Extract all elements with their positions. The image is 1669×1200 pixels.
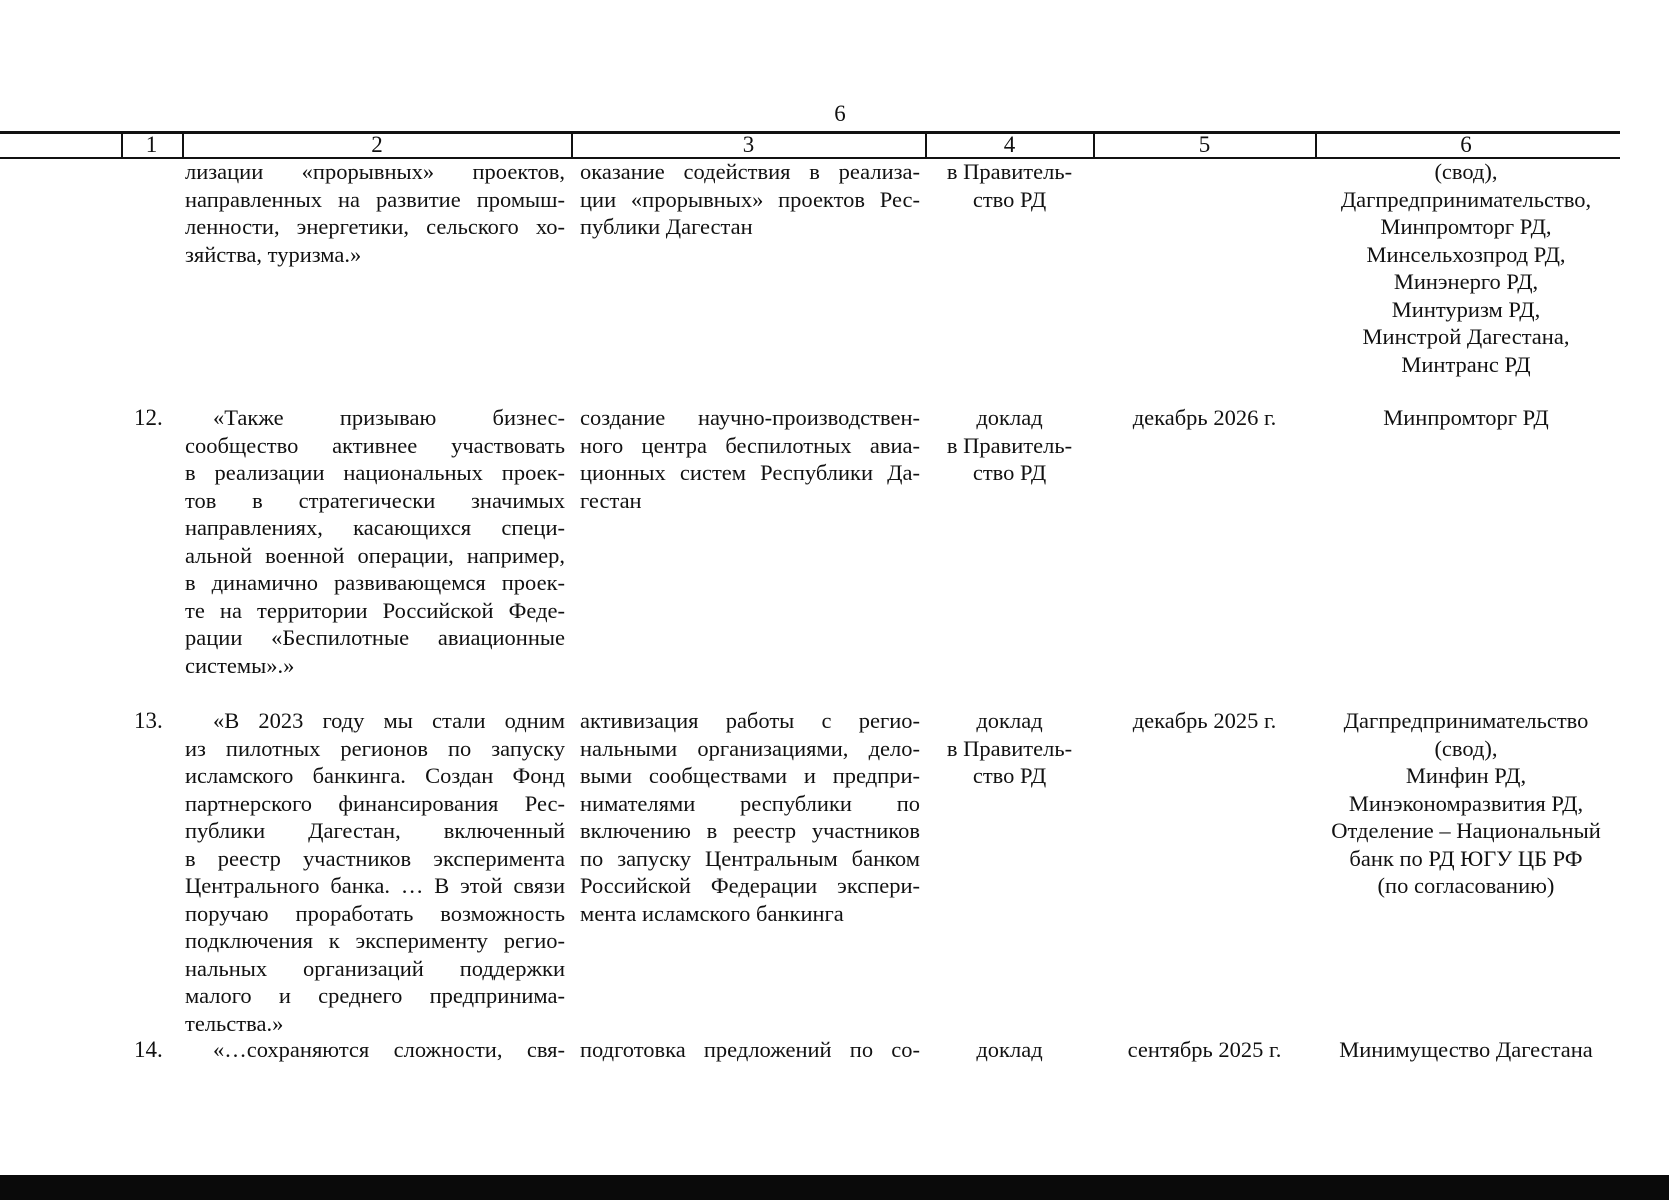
action-cell bbox=[580, 404, 920, 514]
quote-line: подключения к эксперименту регио- bbox=[185, 928, 565, 953]
executor-line: Дагпредпринимательство bbox=[1343, 708, 1589, 733]
quote-line: сообщество активнее участвовать bbox=[185, 432, 565, 458]
row-number: 14. bbox=[134, 1037, 163, 1062]
deadline-cell: декабрь 2026 г. bbox=[1132, 405, 1277, 430]
deadline-cell: сентябрь 2025 г. bbox=[1127, 1037, 1282, 1062]
report-cell bbox=[926, 707, 1093, 790]
report-line: в Правитель- bbox=[946, 432, 1073, 458]
quote-cell bbox=[185, 707, 565, 1037]
quote-cell bbox=[185, 1036, 565, 1064]
report-line: ство РД bbox=[972, 186, 1047, 212]
action-line: мента исламского банкинга bbox=[580, 900, 844, 926]
quote-line: публики Дагестан, включенный bbox=[185, 818, 565, 843]
quote-line: рации «Беспилотные авиационные bbox=[185, 625, 565, 650]
action-line: создание научно-производствен- bbox=[580, 405, 920, 430]
action-line: подготовка предложений по со- bbox=[580, 1037, 920, 1062]
quote-line: в динамично развивающемся проек- bbox=[185, 570, 565, 595]
quote-line: тельства.» bbox=[185, 1010, 284, 1036]
report-line: в Правитель- bbox=[946, 159, 1073, 184]
quote-line: системы».» bbox=[185, 652, 295, 678]
executor-line: Минфин РД, bbox=[1405, 763, 1527, 788]
report-line: доклад bbox=[976, 405, 1043, 430]
executors-cell bbox=[1316, 404, 1616, 432]
action-line: Российской Федерации экспери- bbox=[580, 873, 920, 898]
quote-line: альной военной операции, например, bbox=[185, 542, 565, 568]
quote-line: ленности, энергетики, сельского хо- bbox=[185, 214, 565, 239]
scan-edge-bar bbox=[0, 1175, 1669, 1200]
report-cell bbox=[926, 1036, 1093, 1064]
executors-cell bbox=[1316, 1036, 1616, 1064]
report-cell bbox=[926, 404, 1093, 487]
quote-line: тов в стратегически значимых bbox=[185, 487, 565, 513]
action-line: оказание содействия в реализа- bbox=[580, 159, 920, 184]
executors-cell bbox=[1316, 707, 1616, 900]
quote-line: партнерского финансирования Рес- bbox=[185, 790, 565, 816]
report-line: доклад bbox=[976, 708, 1043, 733]
header-cell-5: 5 bbox=[1198, 132, 1211, 157]
quote-line: в реализации национальных проек- bbox=[185, 460, 565, 485]
quote-line: нальных организаций поддержки bbox=[185, 955, 565, 981]
action-line: нимателями республики по bbox=[580, 790, 920, 816]
executor-line: (свод), bbox=[1434, 159, 1498, 184]
quote-line: те на территории Российской Феде- bbox=[185, 597, 565, 623]
quote-cell bbox=[185, 158, 565, 268]
quote-cell bbox=[185, 404, 565, 679]
action-line: ного центра беспилотных авиа- bbox=[580, 432, 920, 458]
report-line: ство РД bbox=[972, 763, 1047, 788]
action-line: гестан bbox=[580, 487, 642, 513]
action-line: включению в реестр участников bbox=[580, 818, 920, 843]
quote-line: зяйства, туризма.» bbox=[185, 241, 362, 267]
quote-line: «В 2023 году мы стали одним bbox=[213, 708, 565, 733]
executor-line: Минтранс РД bbox=[1401, 351, 1531, 377]
executor-line: Минстрой Дагестана, bbox=[1362, 324, 1570, 349]
quote-line: поручаю проработать возможность bbox=[185, 900, 565, 926]
quote-line: направлениях, касающихся специ- bbox=[185, 515, 565, 540]
deadline-cell: декабрь 2025 г. bbox=[1132, 708, 1277, 733]
quote-line: «Также призываю бизнес- bbox=[213, 405, 565, 430]
action-cell bbox=[580, 158, 920, 241]
action-line: по запуску Центральным банком bbox=[580, 845, 920, 871]
action-cell bbox=[580, 707, 920, 927]
quote-line: направленных на развитие промыш- bbox=[185, 186, 565, 212]
executor-line: Минсельхозпрод РД, bbox=[1366, 241, 1566, 267]
executor-line: Дагпредпринимательство, bbox=[1340, 186, 1592, 212]
action-line: ционных систем Республики Да- bbox=[580, 460, 920, 485]
executor-line: банк по РД ЮГУ ЦБ РФ bbox=[1349, 845, 1583, 871]
quote-line: исламского банкинга. Создан Фонд bbox=[185, 763, 565, 788]
quote-line: малого и среднего предпринима- bbox=[185, 983, 565, 1008]
quote-line: в реестр участников эксперимента bbox=[185, 845, 565, 871]
quote-line: «…сохраняются сложности, свя- bbox=[213, 1037, 565, 1062]
action-line: активизация работы с регио- bbox=[580, 708, 920, 733]
header-cell-4: 4 bbox=[1003, 132, 1016, 157]
executor-line: Минимущество Дагестана bbox=[1339, 1037, 1593, 1062]
executor-line: Минпромторг РД bbox=[1383, 405, 1549, 430]
executor-line: Минпромторг РД, bbox=[1380, 214, 1552, 239]
action-line: нальными организациями, дело- bbox=[580, 735, 920, 761]
executor-line: (свод), bbox=[1434, 735, 1498, 761]
executor-line: Минэкономразвития РД, bbox=[1348, 790, 1584, 816]
report-cell bbox=[926, 158, 1093, 213]
header-cell-6: 6 bbox=[1460, 132, 1472, 157]
action-cell bbox=[580, 1036, 920, 1064]
row-number: 13. bbox=[134, 708, 163, 733]
quote-line: из пилотных регионов по запуску bbox=[185, 735, 565, 761]
header-cell-2: 2 bbox=[371, 132, 383, 157]
report-line: в Правитель- bbox=[946, 735, 1073, 761]
action-line: публики Дагестан bbox=[580, 214, 753, 239]
quote-line: Центрального банка. … В этой связи bbox=[185, 873, 565, 898]
row-number: 12. bbox=[134, 405, 163, 430]
report-line: доклад bbox=[976, 1037, 1043, 1062]
executor-line: Минэнерго РД, bbox=[1393, 269, 1539, 294]
report-line: ство РД bbox=[972, 460, 1047, 485]
executor-line: (по согласованию) bbox=[1377, 873, 1555, 898]
header-cell-3: 3 bbox=[742, 132, 755, 157]
header-cell-1: 1 bbox=[145, 132, 158, 157]
executors-cell bbox=[1316, 158, 1616, 378]
page-number: 6 bbox=[834, 101, 846, 126]
quote-line: лизации «прорывных» проектов, bbox=[185, 159, 565, 184]
action-line: ции «прорывных» проектов Рес- bbox=[580, 186, 920, 212]
executor-line: Отделение – Национальный bbox=[1331, 818, 1601, 843]
action-line: выми сообществами и предпри- bbox=[580, 763, 920, 788]
executor-line: Минтуризм РД, bbox=[1391, 296, 1541, 322]
